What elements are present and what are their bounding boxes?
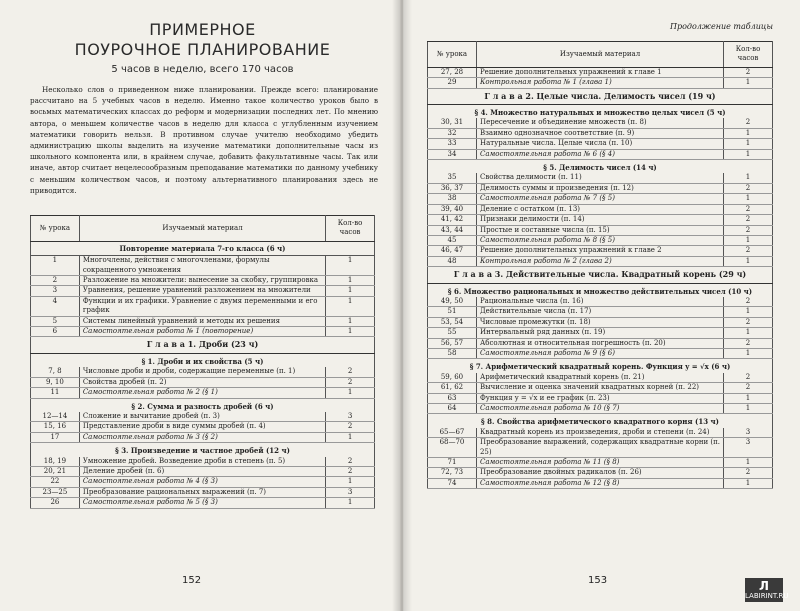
lesson-number: 53, 54 (428, 317, 477, 327)
sub-title: § 2. Сумма и разность дробей (6 ч) (31, 398, 375, 412)
lesson-material: Числовые дроби и дроби, содержащие переменные (п. 1) (79, 367, 325, 377)
table-header-row (31, 216, 375, 242)
table-row (428, 194, 773, 204)
header-material: Изучаемый материал (79, 216, 325, 242)
lesson-number: 29 (428, 78, 477, 88)
table-row (31, 327, 375, 337)
lesson-hours: 1 (724, 478, 773, 488)
plan-table-left (30, 215, 375, 509)
table-continuation-label: Продолжение таблицы (669, 22, 773, 31)
table-row (428, 67, 773, 77)
lesson-number: 20, 21 (31, 466, 80, 476)
lesson-hours: 2 (326, 457, 375, 467)
paragraph-row (31, 443, 375, 457)
table-row (428, 404, 773, 414)
lesson-hours: 1 (724, 328, 773, 338)
lesson-number: 51 (428, 307, 477, 317)
lesson-number: 35 (428, 173, 477, 183)
table-row (428, 173, 773, 183)
lesson-material: Преобразование рациональных выражений (п. 7) (79, 487, 325, 497)
lesson-material: Действительные числа (п. 17) (476, 307, 723, 317)
lesson-hours: 2 (326, 377, 375, 387)
lesson-material: Признаки делимости (п. 14) (476, 215, 723, 225)
paragraph-row (428, 359, 773, 373)
lesson-material: Самостоятельная работа № 5 (§ 3) (79, 498, 325, 508)
lesson-hours: 2 (724, 225, 773, 235)
lesson-material: Делимость суммы и произведения (п. 12) (476, 183, 723, 193)
lesson-number: 68—70 (428, 438, 477, 458)
lesson-hours: 1 (724, 393, 773, 403)
lesson-hours: 2 (724, 317, 773, 327)
lesson-hours: 1 (724, 173, 773, 183)
lesson-number: 71 (428, 458, 477, 468)
lesson-material: Самостоятельная работа № 10 (§ 7) (476, 404, 723, 414)
page-title-line2: ПОУРОЧНОЕ ПЛАНИРОВАНИЕ (74, 40, 331, 59)
lesson-hours: 1 (724, 78, 773, 88)
sub-title: § 7. Арифметический квадратный корень. Функция y = √x (6 ч) (428, 359, 773, 373)
table-row (428, 458, 773, 468)
lesson-material: Деление дробей (п. 6) (79, 466, 325, 476)
lesson-number: 64 (428, 404, 477, 414)
table-row (31, 286, 375, 296)
lesson-hours: 1 (724, 139, 773, 149)
lesson-number: 26 (31, 498, 80, 508)
lesson-number: 18, 19 (31, 457, 80, 467)
lesson-hours: 1 (326, 327, 375, 337)
page-number-left: 152 (182, 575, 202, 586)
lesson-number: 39, 40 (428, 204, 477, 214)
table-row (31, 432, 375, 442)
lesson-material: Системы линейный уравнений и методы их решения (79, 316, 325, 326)
lesson-number: 27, 28 (428, 67, 477, 77)
paragraph-row (428, 283, 773, 297)
table-row (31, 388, 375, 398)
lesson-number: 5 (31, 316, 80, 326)
table-row (31, 487, 375, 497)
lesson-hours: 1 (326, 498, 375, 508)
lesson-number: 22 (31, 477, 80, 487)
table-row (31, 316, 375, 326)
table-row (428, 78, 773, 88)
plan-table-right (427, 41, 773, 489)
sub-title: § 5. Делимость чисел (14 ч) (428, 160, 773, 174)
lesson-number: 74 (428, 478, 477, 488)
lesson-material: Самостоятельная работа № 12 (§ 8) (476, 478, 723, 488)
lesson-hours: 1 (326, 286, 375, 296)
table-row (428, 118, 773, 128)
lesson-hours: 2 (326, 466, 375, 476)
lesson-material: Деление с остатком (п. 13) (476, 204, 723, 214)
lesson-hours: 2 (724, 204, 773, 214)
lesson-material: Контрольная работа № 1 (глава 1) (476, 78, 723, 88)
table-row (428, 328, 773, 338)
table-row (31, 367, 375, 377)
lesson-hours: 3 (724, 438, 773, 458)
table-row (428, 468, 773, 478)
lesson-material: Самостоятельная работа № 1 (повторение) (79, 327, 325, 337)
lesson-hours: 1 (724, 194, 773, 204)
lesson-number: 41, 42 (428, 215, 477, 225)
lesson-hours: 2 (724, 246, 773, 256)
table-row (428, 235, 773, 245)
lesson-hours: 1 (326, 477, 375, 487)
table-row (428, 183, 773, 193)
lesson-hours: 3 (326, 487, 375, 497)
lesson-material: Умножение дробей. Возведение дроби в степень (п. 5) (79, 457, 325, 467)
table-row (428, 246, 773, 256)
lesson-hours: 1 (724, 256, 773, 266)
table-row (31, 296, 375, 316)
table-row (31, 377, 375, 387)
paragraph-row (428, 414, 773, 428)
table-row (428, 383, 773, 393)
paragraph-row (428, 160, 773, 174)
lesson-number: 33 (428, 139, 477, 149)
lesson-hours: 2 (724, 373, 773, 383)
sub-title: § 1. Дроби и их свойства (5 ч) (31, 353, 375, 367)
lesson-hours: 2 (724, 118, 773, 128)
intro-paragraph: Несколько слов о приведенном ниже планировании. Прежде всего: планирование рассчитано на 5 учебных часов в неделю. Именно такое количество уроков было в восьмых математических классах до реформ и модернизации последних лет. По мнению автора, о меньшем количестве часов в неделю для класса с углубленным изучением математики говорить нельзя. В противном случае учителю необходимо убедить администрацию школы выделить на изучение математики дополнительные часы из школьного компонента или, в крайнем случае, добавить факультативные часы. Так или иначе, автор считает нецелесообразным преподавание математики по данному учебнику с меньшим количеством часов, и поэтому альтернативного планирования здесь не приводится. (30, 85, 378, 195)
lesson-number: 9, 10 (31, 377, 80, 387)
lesson-material: Самостоятельная работа № 8 (§ 5) (476, 235, 723, 245)
lesson-number: 11 (31, 388, 80, 398)
lesson-hours: 2 (724, 297, 773, 307)
lesson-number: 36, 37 (428, 183, 477, 193)
lesson-number: 7, 8 (31, 367, 80, 377)
lesson-hours: 1 (724, 307, 773, 317)
lesson-number: 3 (31, 286, 80, 296)
lesson-number: 30, 31 (428, 118, 477, 128)
page-number-right: 153 (588, 575, 608, 586)
lesson-hours: 2 (724, 183, 773, 193)
lesson-material: Самостоятельная работа № 6 (§ 4) (476, 149, 723, 159)
chapter-title: Г л а в а 1. Дроби (23 ч) (31, 337, 375, 353)
table-row (31, 498, 375, 508)
lesson-number: 63 (428, 393, 477, 403)
lesson-number: 38 (428, 194, 477, 204)
table-row (31, 477, 375, 487)
table-header-row (428, 42, 773, 68)
lesson-material: Свойства делимости (п. 11) (476, 173, 723, 183)
lesson-number: 1 (31, 256, 80, 276)
sub-title: § 6. Множество рациональных и множество действительных чисел (10 ч) (428, 283, 773, 297)
lesson-material: Рациональные числа (п. 16) (476, 297, 723, 307)
chapter-row (31, 337, 375, 353)
lesson-material: Решение дополнительных упражнений к главе 1 (476, 67, 723, 77)
lesson-number: 12—14 (31, 412, 80, 422)
lesson-number: 48 (428, 256, 477, 266)
sub-title: § 8. Свойства арифметического квадратного корня (13 ч) (428, 414, 773, 428)
lesson-material: Сложение и вычитание дробей (п. 3) (79, 412, 325, 422)
lesson-number: 15, 16 (31, 422, 80, 432)
lesson-material: Простые и составные числа (п. 15) (476, 225, 723, 235)
lesson-material: Взаимно однозначное соответствие (п. 9) (476, 128, 723, 138)
lesson-number: 45 (428, 235, 477, 245)
lesson-number: 6 (31, 327, 80, 337)
header-lesson-number: № урока (428, 42, 477, 68)
lesson-number: 56, 57 (428, 338, 477, 348)
header-hours: Кол-во часов (326, 216, 375, 242)
lesson-hours: 1 (326, 276, 375, 286)
table-row (428, 225, 773, 235)
lesson-number: 46, 47 (428, 246, 477, 256)
lesson-material: Уравнения, решение уравнений разложением на множители (79, 286, 325, 296)
table-row (428, 373, 773, 383)
page-subtitle: 5 часов в неделю, всего 170 часов (111, 64, 294, 75)
lesson-material: Разложение на множители: вынесение за скобку, группировка (79, 276, 325, 286)
lesson-number: 65—67 (428, 428, 477, 438)
chapter-title: Г л а в а 3. Действительные числа. Квадратный корень (29 ч) (428, 267, 773, 283)
lesson-material: Квадратный корень из произведения, дроби и степени (п. 24) (476, 428, 723, 438)
table-row (428, 348, 773, 358)
lesson-material: Числовые промежутки (п. 18) (476, 317, 723, 327)
lesson-number: 59, 60 (428, 373, 477, 383)
intro-text (30, 84, 378, 196)
lesson-material: Контрольная работа № 2 (глава 2) (476, 256, 723, 266)
lesson-material: Пересечение и объединение множеств (п. 8) (476, 118, 723, 128)
lesson-material: Арифметический квадратный корень (п. 21) (476, 373, 723, 383)
lesson-material: Преобразование двойных радикалов (п. 26) (476, 468, 723, 478)
lesson-material: Самостоятельная работа № 7 (§ 5) (476, 194, 723, 204)
section-row (31, 241, 375, 255)
table-row (428, 317, 773, 327)
lesson-hours: 1 (724, 149, 773, 159)
table-row (428, 297, 773, 307)
lesson-hours: 3 (326, 412, 375, 422)
lesson-hours: 1 (326, 256, 375, 276)
table-row (428, 393, 773, 403)
lesson-material: Многочлены, действия с многочленами, формулы сокращенного умножения (79, 256, 325, 276)
labirint-logo: Л LABIRINT.RU (745, 579, 789, 600)
lesson-hours: 2 (724, 67, 773, 77)
table-row (428, 128, 773, 138)
lesson-number: 4 (31, 296, 80, 316)
table-row (31, 276, 375, 286)
lesson-hours: 1 (326, 388, 375, 398)
lesson-hours: 1 (724, 128, 773, 138)
table-row (428, 438, 773, 458)
lesson-hours: 1 (724, 404, 773, 414)
table-row (428, 256, 773, 266)
lesson-hours: 3 (724, 428, 773, 438)
lesson-number: 34 (428, 149, 477, 159)
lesson-hours: 2 (724, 338, 773, 348)
lesson-number: 32 (428, 128, 477, 138)
lesson-material: Свойства дробей (п. 2) (79, 377, 325, 387)
table-row (31, 256, 375, 276)
table-row (31, 457, 375, 467)
sub-title: § 4. Множество натуральных и множество целых чисел (5 ч) (428, 105, 773, 119)
book-gutter (392, 0, 412, 611)
paragraph-row (31, 353, 375, 367)
lesson-hours: 1 (724, 348, 773, 358)
lesson-material: Функция y = √x и ее график (п. 23) (476, 393, 723, 403)
lesson-number: 2 (31, 276, 80, 286)
table-row (428, 215, 773, 225)
paragraph-row (31, 398, 375, 412)
table-row (31, 422, 375, 432)
table-row (31, 466, 375, 476)
lesson-material: Представление дроби в виде суммы дробей (п. 4) (79, 422, 325, 432)
lesson-number: 17 (31, 432, 80, 442)
chapter-row (428, 267, 773, 283)
header-lesson-number: № урока (31, 216, 80, 242)
lesson-material: Самостоятельная работа № 11 (§ 8) (476, 458, 723, 468)
header-hours: Кол-во часов (724, 42, 773, 68)
lesson-material: Самостоятельная работа № 9 (§ 6) (476, 348, 723, 358)
lesson-number: 49, 50 (428, 297, 477, 307)
lesson-material: Вычисление и оценка значений квадратных корней (п. 22) (476, 383, 723, 393)
lesson-material: Самостоятельная работа № 2 (§ 1) (79, 388, 325, 398)
lesson-hours: 1 (326, 316, 375, 326)
sub-title: § 3. Произведение и частное дробей (12 ч) (31, 443, 375, 457)
lesson-number: 23—25 (31, 487, 80, 497)
lesson-hours: 1 (724, 458, 773, 468)
lesson-hours: 1 (326, 296, 375, 316)
lesson-material: Абсолютная и относительная погрешность (п. 20) (476, 338, 723, 348)
lesson-hours: 1 (724, 235, 773, 245)
lesson-material: Преобразование выражений, содержащих квадратные корни (п. 25) (476, 438, 723, 458)
lesson-hours: 2 (724, 215, 773, 225)
table-row (428, 478, 773, 488)
paragraph-row (428, 105, 773, 119)
table-row (428, 338, 773, 348)
lesson-number: 58 (428, 348, 477, 358)
page-title-line1: ПРИМЕРНОЕ (149, 20, 256, 39)
lesson-hours: 2 (724, 468, 773, 478)
lesson-material: Решение дополнительных упражнений к главе 2 (476, 246, 723, 256)
section-title: Повторение материала 7-го класса (6 ч) (31, 241, 375, 255)
table-row (428, 204, 773, 214)
lesson-material: Самостоятельная работа № 3 (§ 2) (79, 432, 325, 442)
lesson-number: 43, 44 (428, 225, 477, 235)
lesson-number: 72, 73 (428, 468, 477, 478)
table-row (428, 307, 773, 317)
table-row (31, 412, 375, 422)
lesson-hours: 1 (326, 432, 375, 442)
chapter-title: Г л а в а 2. Целые числа. Делимость чисел (19 ч) (428, 88, 773, 104)
lesson-hours: 2 (326, 422, 375, 432)
chapter-row (428, 88, 773, 104)
lesson-number: 55 (428, 328, 477, 338)
lesson-material: Натуральные числа. Целые числа (п. 10) (476, 139, 723, 149)
lesson-material: Интервальный ряд данных (п. 19) (476, 328, 723, 338)
lesson-material: Самостоятельная работа № 4 (§ 3) (79, 477, 325, 487)
table-row (428, 139, 773, 149)
lesson-material: Функции и их графики. Уравнение с двумя переменными и его график (79, 296, 325, 316)
lesson-hours: 2 (724, 383, 773, 393)
table-row (428, 149, 773, 159)
lesson-number: 61, 62 (428, 383, 477, 393)
table-row (428, 428, 773, 438)
lesson-hours: 2 (326, 367, 375, 377)
header-material: Изучаемый материал (476, 42, 723, 68)
